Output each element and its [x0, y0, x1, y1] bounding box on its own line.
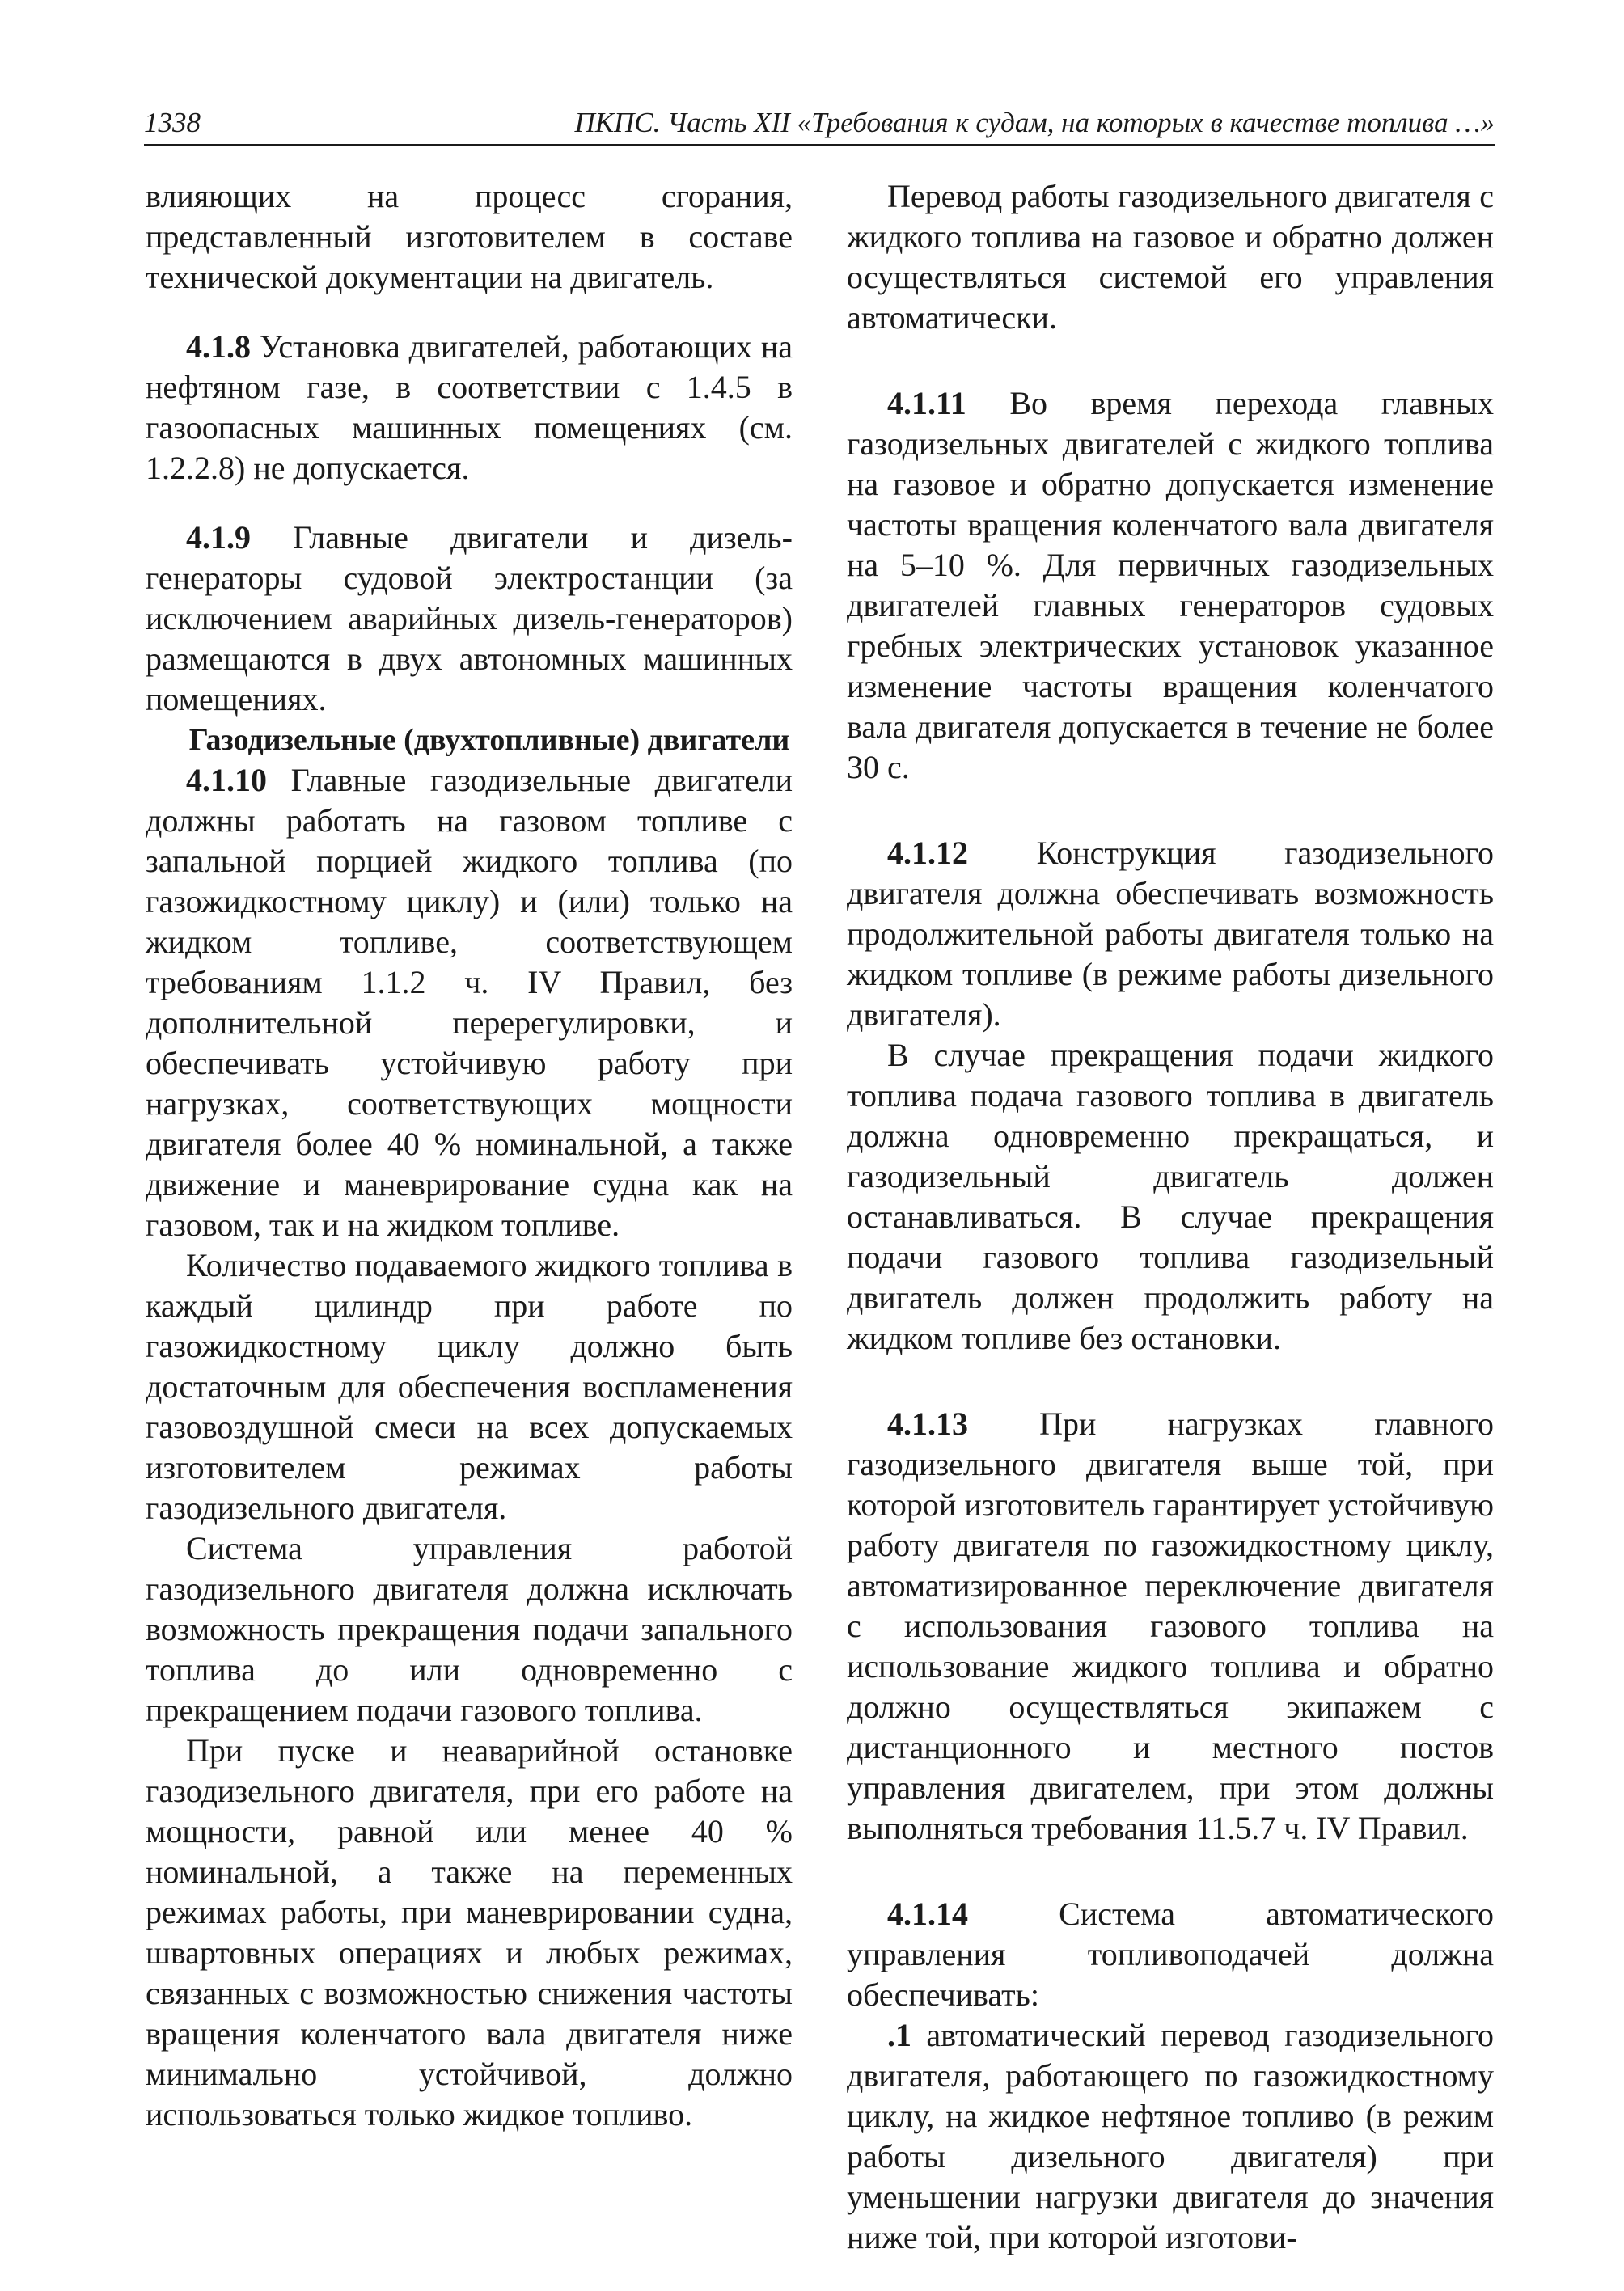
section-4-1-14 — [847, 1894, 1494, 2015]
section-number: 4.1.11 — [887, 385, 966, 421]
paragraph-continuation: влияющих на процесс сгорания, представленный изготовителем в составе технической документации на двигатель. — [146, 178, 793, 295]
running-header — [144, 105, 1495, 146]
list-item-text: автоматический перевод газодизельного двигателя, работающего по газожидкостному циклу, на жидкое нефтяное топливо (в режим работы дизельного двигателя) при уменьшении нагрузки двигателя до значения ниже той, при которой изготови- — [847, 2017, 1495, 2255]
page-number: 1338 — [144, 107, 201, 138]
list-item-1 — [847, 2015, 1494, 2258]
section-number: 4.1.9 — [186, 519, 251, 556]
section-text: Система автоматического управления топливоподачей должна обеспечивать: — [847, 1896, 1494, 2013]
paragraph-start-stop: При пуске и неаварийной остановке газодизельного двигателя, при его работе на мощности, равной или менее 40 % номинальной, а также на переменных режимах работы, при маневрировании судна, швартовных операциях и любых режимах, связанных с возможностью снижения частоты вращения коленчатого вала двигателя ниже минимально устойчивой, должно использоваться только жидкое топливо. — [146, 1732, 793, 2132]
section-4-1-9 — [146, 518, 793, 720]
paragraph-fuel-cutoff: В случае прекращения подачи жидкого топлива подача газового топлива в двигатель должна одновременно прекращаться, и газодизельный двигатель должен останавливаться. В случае прекращения подачи газового топлива газодизельный двигатель должен продолжить работу на жидком топливе без остановки. — [847, 1037, 1494, 1356]
section-heading: Газодизельные (двухтопливные) двигатели — [188, 723, 790, 757]
section-4-1-13 — [847, 1404, 1494, 1849]
paragraph-control-system: Система управления работой газодизельного двигателя должна исключать возможность прекращения подачи запального топлива до или одновременно с прекращением подачи газового топлива. — [146, 1530, 793, 1728]
paragraph-quantity: Количество подаваемого жидкого топлива в каждый цилиндр при работе по газожидкостному циклу должно быть достаточным для обеспечения воспламенения газовоздушной смеси на всех допускаемых изготовителем режимах работы газодизельного двигателя. — [146, 1247, 793, 1526]
section-4-1-12 — [847, 833, 1494, 1035]
list-item-number: .1 — [887, 2017, 911, 2053]
section-text: Главные газодизельные двигатели должны работать на газовом топливе с запальной порцией жидкого топлива (по газожидкостному циклу) и (или) только на жидком топливе, соответствующем требованиям 1.1.2 ч. IV Правил, без дополнительной перерегулировки, и обеспечивать устойчивую работу при нагрузках, соответствующих мощности двигателя более 40 % номинальной, а также движение и маневрирование судна как на газовом, так и на жидком топливе. — [146, 762, 793, 1243]
section-text: Конструкция газодизельного двигателя должна обеспечивать возможность продолжительной работы двигателя только на жидком топливе (в режиме работы дизельного двигателя). — [847, 835, 1494, 1033]
section-4-1-8 — [146, 327, 793, 488]
section-number: 4.1.13 — [887, 1405, 968, 1442]
section-4-1-10 — [146, 760, 793, 1245]
section-number: 4.1.14 — [887, 1896, 968, 1932]
left-column — [146, 176, 793, 2135]
paragraph-transfer: Перевод работы газодизельного двигателя с жидкого топлива на газовое и обратно должен осуществляться системой его управления автоматически. — [847, 178, 1494, 336]
section-text: Установка двигателей, работающих на нефтяном газе, в соответствии с 1.4.5 в газоопасных машинных помещениях (см. 1.2.2.8) не допускается. — [146, 328, 793, 486]
section-number: 4.1.8 — [186, 328, 251, 365]
section-text: Во время перехода главных газодизельных двигателей с жидкого топлива на газовое и обратно допускается изменение частоты вращения коленчатого вала двигателя на 5–10 %. Для первичных газодизельных двигателей главных генераторов судовых гребных электрических установок указанное изменение частоты вращения коленчатого вала двигателя допускается в течение не более 30 с. — [847, 385, 1495, 785]
section-4-1-11 — [847, 383, 1494, 788]
section-text: При нагрузках главного газодизельного двигателя выше той, при которой изготовитель гарантирует устойчивую работу двигателя по газожидкостному циклу, автоматизированное переключение двигателя с использования газового топлива на использование жидкого топлива и обратно должно осуществляться экипажем с дистанционного и местного постов управления двигателем, при этом должны выполняться требования 11.5.7 ч. IV Правил. — [847, 1405, 1495, 1846]
section-text: Главные двигатели и дизель-генераторы судовой электростанции (за исключением аварийных дизель-генераторов) размещаются в двух автономных машинных помещениях. — [146, 519, 793, 717]
running-title: ПКПС. Часть XII «Требования к судам, на которых в качестве топлива …» — [574, 107, 1495, 138]
right-column — [847, 176, 1494, 2258]
section-number: 4.1.10 — [186, 762, 267, 798]
section-number: 4.1.12 — [887, 835, 968, 871]
